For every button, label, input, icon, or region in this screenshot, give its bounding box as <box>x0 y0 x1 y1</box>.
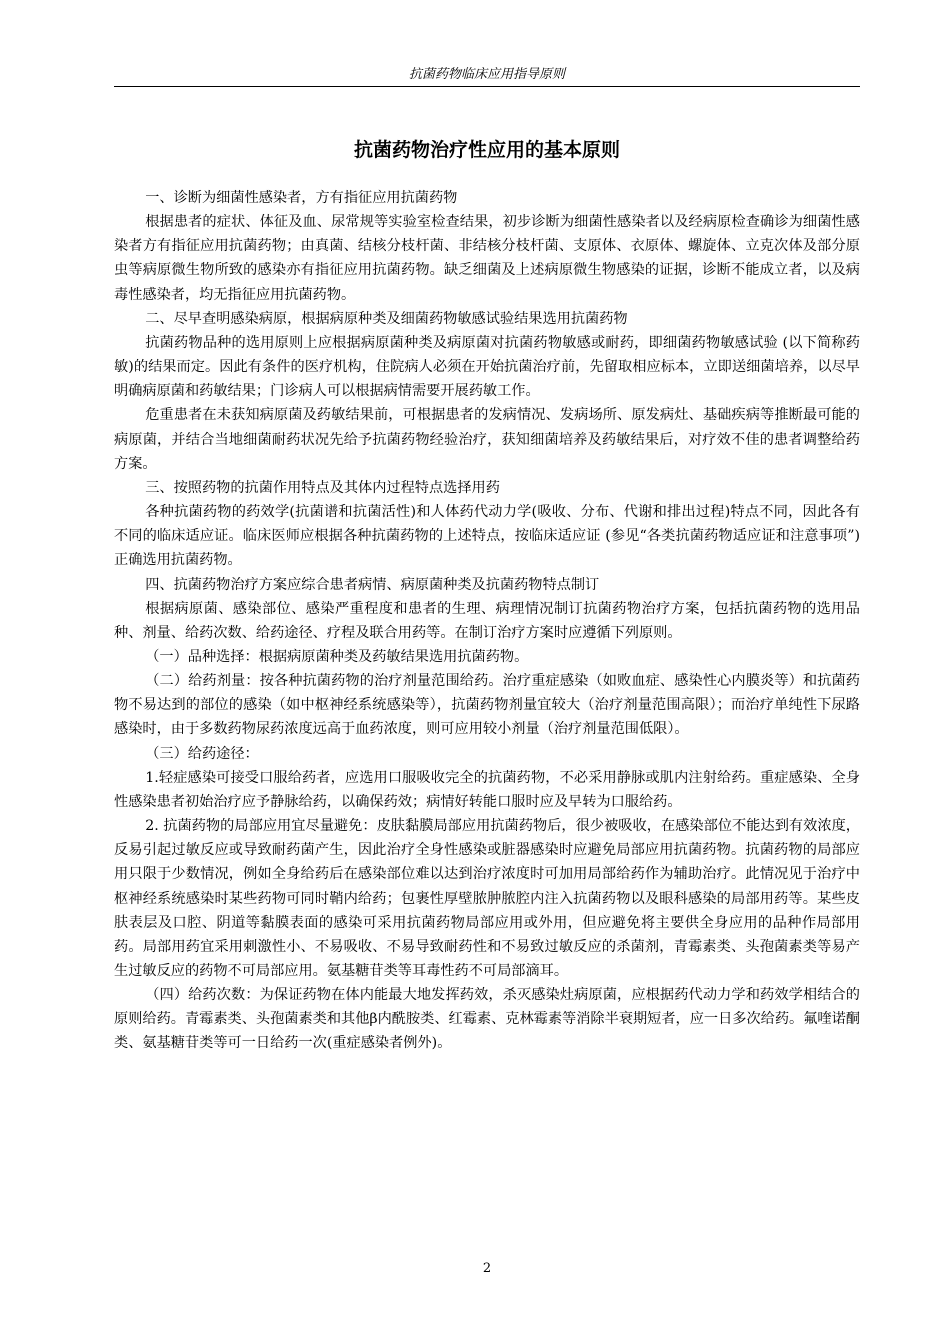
header-rule <box>114 86 860 87</box>
page-number: 2 <box>482 1261 492 1276</box>
section-heading-2: 二、尽早查明感染病原，根据病原种类及细菌药物敏感试验结果选用抗菌药物 <box>145 310 628 327</box>
running-header: 抗菌药物临床应用指导原则 <box>408 67 565 82</box>
body-paragraph: 各种抗菌药物的药效学(抗菌谱和抗菌活性)和人体药代动力学(吸收、分布、代谢和排出过程)特点不同，因此各有不同的临床适应证。临床医师应根据各种抗菌药物的上述特点，按临床适应证 (参见“各类抗菌药物适应证和注意事项”)正确选用抗菌药物。 <box>114 504 860 569</box>
section-heading-3: 三、按照药物的抗菌作用特点及其体内过程特点选择用药 <box>145 479 500 496</box>
body-paragraph: 抗菌药物品种的选用原则上应根据病原菌种类及病原菌对抗菌药物敏感或耐药，即细菌药物敏感试验 (以下简称药敏)的结果而定。因此有条件的医疗机构，住院病人必须在开始抗菌治疗前，先留取相应标本，立即送细菌培养，以尽早明确病原菌和药敏结果；门诊病人可以根据病情需要开展药敏工作。 <box>114 334 860 400</box>
body-paragraph: 根据病原菌、感染部位、感染严重程度和患者的生理、病理情况制订抗菌药物治疗方案，包括抗菌药物的选用品种、剂量、给药次数、给药途径、疗程及联合用药等。在制订治疗方案时应遵循下列原则。 <box>114 600 860 641</box>
subsection-drug-selection: （一）品种选择：根据病原菌种类及药敏结果选用抗菌药物。 <box>145 648 529 665</box>
section-heading-1: 一、诊断为细菌性感染者，方有指征应用抗菌药物 <box>145 190 458 206</box>
document-title: 抗菌药物治疗性应用的基本原则 <box>353 139 620 161</box>
subsection-dosage: （二）给药剂量：按各种抗菌药物的治疗剂量范围给药。治疗重症感染（如败血症、感染性心内膜炎等）和抗菌药物不易达到的部位的感染（如中枢神经系统感染等），抗菌药物剂量宜较大（治疗剂量范围高限）；而治疗单纯性下尿路感染时，由于多数药物尿药浓度远高于血药浓度，则可应用较小剂量（治疗剂量范围低限）。 <box>114 673 860 738</box>
subsection-route: （三）给药途径： <box>145 745 259 762</box>
document-body <box>114 186 860 1056</box>
body-paragraph: 根据患者的症状、体征及血、尿常规等实验室检查结果，初步诊断为细菌性感染者以及经病原检查确诊为细菌性感染者方有指征应用抗菌药物；由真菌、结核分枝杆菌、非结核分枝杆菌、支原体、衣原体、螺旋体、立克次体及部分原虫等病原微生物所致的感染亦有指征应用抗菌药物。缺乏细菌及上述病原微生物感染的证据，诊断不能成立者，以及病毒性感染者，均无指征应用抗菌药物。 <box>114 214 860 303</box>
body-paragraph: 危重患者在未获知病原菌及药敏结果前，可根据患者的发病情况、发病场所、原发病灶、基础疾病等推断最可能的病原菌，并结合当地细菌耐药状况先给予抗菌药物经验治疗，获知细菌培养及药敏结果后，对疗效不佳的患者调整给药方案。 <box>114 407 860 472</box>
route-item-1: 1.轻症感染可接受口服给药者，应选用口服吸收完全的抗菌药物，不必采用静脉或肌内注射给药。重症感染、全身性感染患者初始治疗应予静脉给药，以确保药效；病情好转能口服时应及早转为口服给药。 <box>114 769 860 810</box>
route-item-2: 2. 抗菌药物的局部应用宜尽量避免：皮肤黏膜局部应用抗菌药物后，很少被吸收，在感染部位不能达到有效浓度，反易引起过敏反应或导致耐药菌产生，因此治疗全身性感染或脏器感染时应避免局部应用抗菌药物。抗菌药物的局部应用只限于少数情况，例如全身给药后在感染部位难以达到治疗浓度时可加用局部给药作为辅助治疗。此情况见于治疗中枢神经系统感染时某些药物可同时鞘内给药；包裹性厚壁脓肿脓腔内注入抗菌药物以及眼科感染的局部用药等。某些皮肤表层及口腔、阴道等黏膜表面的感染可采用抗菌药物局部应用或外用，但应避免将主要供全身应用的品种作局部用药。局部用药宜采用刺激性小、不易吸收、不易导致耐药性和不易致过敏反应的杀菌剂，青霉素类、头孢菌素类等易产生过敏反应的药物不可局部应用。氨基糖苷类等耳毒性药不可局部滴耳。 <box>114 818 860 979</box>
subsection-frequency: （四）给药次数：为保证药物在体内能最大地发挥药效，杀灭感染灶病原菌，应根据药代动力学和药效学相结合的原则给药。青霉素类、头孢菌素类和其他β内酰胺类、红霉素、克林霉素等消除半衰期短者，应一日多次给药。氟喹诺酮类、氨基糖苷类等可一日给药一次(重症感染者例外)。 <box>114 987 860 1052</box>
section-heading-4: 四、抗菌药物治疗方案应综合患者病情、病原菌种类及抗菌药物特点制订 <box>145 576 600 593</box>
